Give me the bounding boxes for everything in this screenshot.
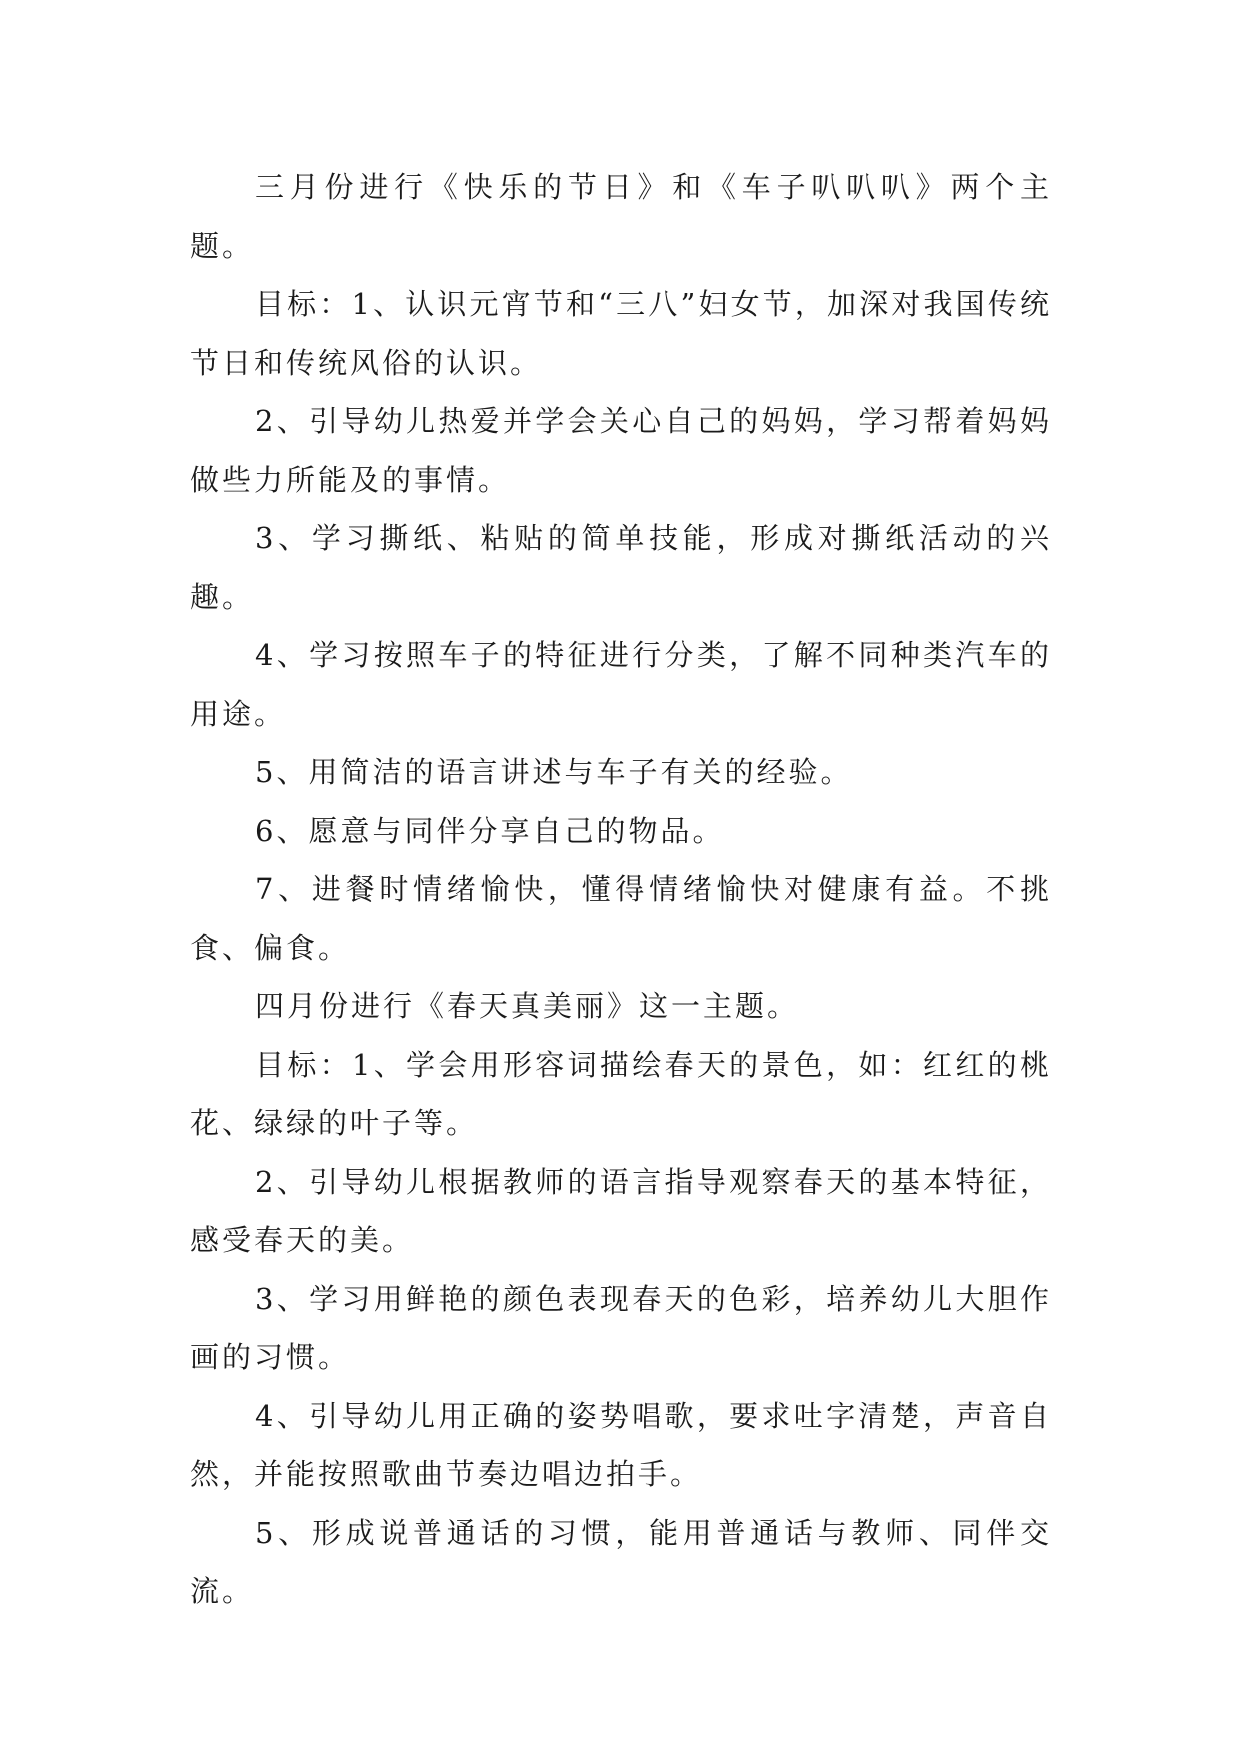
paragraph-april-goal-2: 2、引导幼儿根据教师的语言指导观察春天的基本特征，感受春天的美。 [190, 1164, 1052, 1257]
paragraph-april-theme: 四月份进行《春天真美丽》这一主题。 [255, 989, 800, 1023]
paragraph-april-goal-4: 4、引导幼儿用正确的姿势唱歌，要求吐字清楚，声音自然，并能按照歌曲节奏边唱边拍手。 [190, 1398, 1052, 1491]
paragraph-march-themes: 三月份进行《快乐的节日》和《车子叭叭叭》两个主题。 [190, 170, 1052, 263]
paragraph-march-goal-6: 6、愿意与同伴分享自己的物品。 [255, 813, 725, 848]
paragraph-march-goal-4: 4、学习按照车子的特征进行分类，了解不同种类汽车的用途。 [190, 638, 1052, 731]
paragraph-march-goal-3: 3、学习撕纸、粘贴的简单技能，形成对撕纸活动的兴趣。 [190, 521, 1052, 614]
paragraph-april-goal-1: 目标：1、学会用形容词描绘春天的景色，如：红红的桃花、绿绿的叶子等。 [190, 1047, 1052, 1140]
document-body [190, 158, 1052, 1621]
paragraph-april-goal-5: 5、形成说普通话的习惯，能用普通话与教师、同伴交流。 [190, 1515, 1052, 1608]
paragraph-march-goal-5: 5、用简洁的语言讲述与车子有关的经验。 [255, 755, 853, 789]
paragraph-march-goal-2: 2、引导幼儿热爱并学会关心自己的妈妈，学习帮着妈妈做些力所能及的事情。 [190, 404, 1052, 497]
paragraph-april-goal-3: 3、学习用鲜艳的颜色表现春天的色彩，培养幼儿大胆作画的习惯。 [190, 1281, 1052, 1374]
paragraph-march-goal-7: 7、进餐时情绪愉快，懂得情绪愉快对健康有益。不挑食、偏食。 [190, 872, 1052, 965]
paragraph-march-goal-1: 目标：1、认识元宵节和“三八”妇女节，加深对我国传统节日和传统风俗的认识。 [190, 287, 1052, 380]
